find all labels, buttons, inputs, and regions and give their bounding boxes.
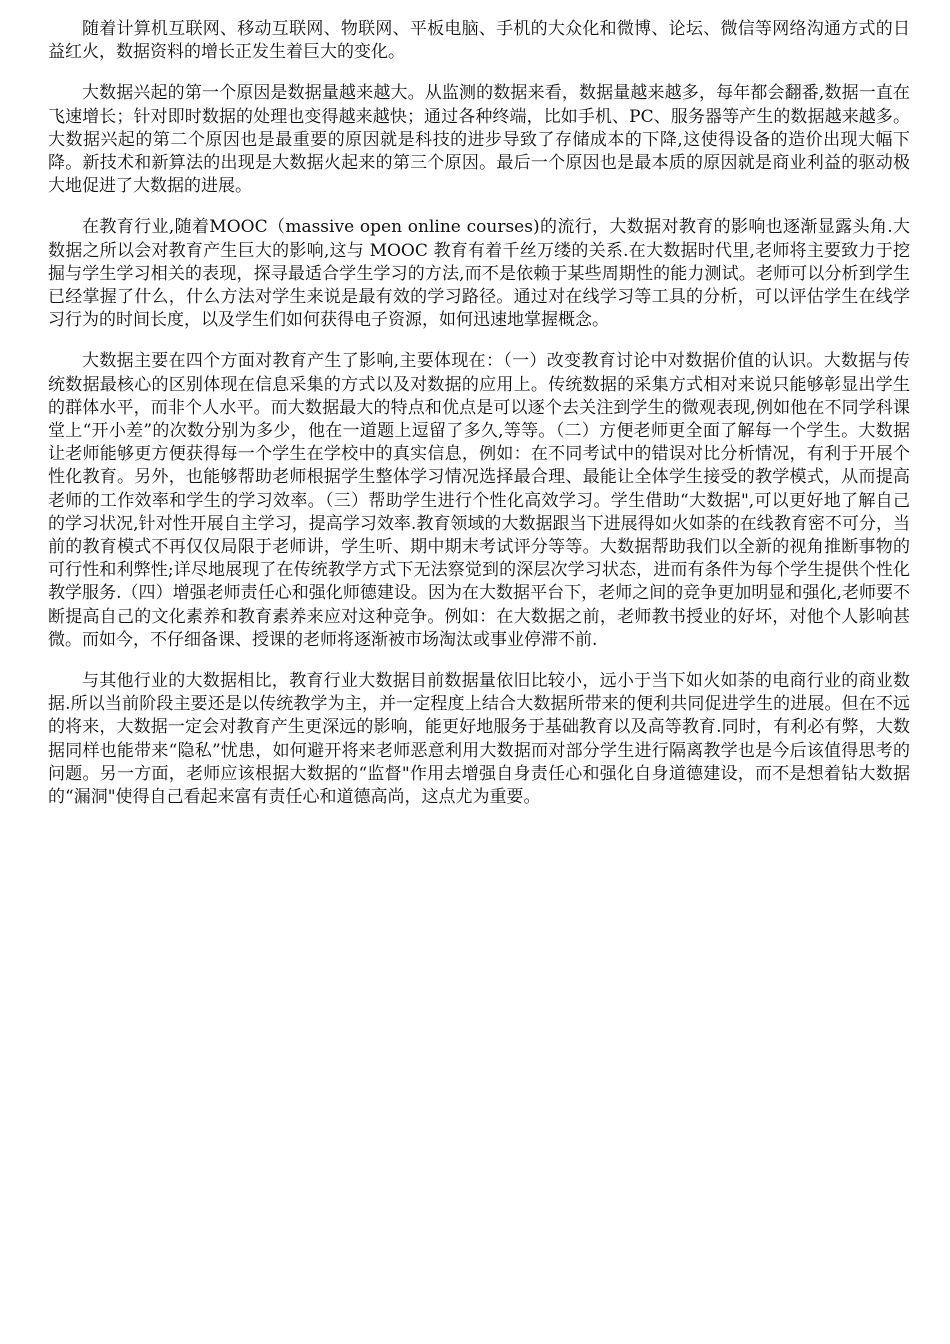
paragraph-four-impacts: 大数据主要在四个方面对教育产生了影响,主要体现在：（一）改变教育讨论中对数据价值的认识。大数据与传统数据最核心的区别体现在信息采集的方式以及对数据的应用上。传统数据的采集方式相对来说只能够彰显出学生的群体水平，而非个人水平。而大数据最大的特点和优点是可以逐个去关注到学生的微观表现,例如他在不同学科课堂上“开小差”的次数分别为多少，他在一道题上逗留了多久,等等。（二）方便老师更全面了解每一个学生。大数据让老师能够更方便获得每一个学生在学校中的真实信息，例如：在不同考试中的错误对比分析情况，有利于开展个性化教育。另外，也能够帮助老师根据学生整体学习情况选择最合理、最能让全体学生接受的教学模式，从而提高老师的工作效率和学生的学习效率。（三）帮助学生进行个性化高效学习。学生借助“大数据",可以更好地了解自己的学习状况,针对性开展自主学习，提高学习效率.教育领域的大数据跟当下进展得如火如荼的在线教育密不可分，当前的教育模式不再仅仅局限于老师讲，学生听、期中期末考试评分等等。大数据帮助我们以全新的视角推断事物的可行性和利弊性;详尽地展现了在传统教学方式下无法察觉到的深层次学习状态，进而有条件为每个学生提供个性化教学服务.（四）增强老师责任心和强化师德建设。因为在大数据平台下，老师之间的竞争更加明显和强化,老师要不断提高自己的文化素养和教育素养来应对这种竞争。例如：在大数据之前，老师教书授业的好坏，对他个人影响甚微。而如今，不仔细备课、授课的老师将逐渐被市场淘汰或事业停滞不前. <box>48 351 910 650</box>
paragraph-education-mooc: 在教育行业,随着MOOC（massive open online courses)的流行，大数据对教育的影响也逐渐显露头角.大数据之所以会对教育产生巨大的影响,这与 MOOC 教育有着千丝万缕的关系.在大数据时代里,老师将主要致力于挖掘与学生学习相关的表现，探寻最适合学生学习的方法,而不是依赖于某些周期性的能力测试。老师可以分析到学生已经掌握了什么，什么方法对学生来说是最有效的学习路径。通过对在线学习等工具的分析，可以评估学生在线学习行为的时间长度，以及学生们如何获得电子资源，如何迅速地掌握概念。 <box>48 217 910 331</box>
document-page <box>48 18 910 827</box>
paragraph-reasons: 大数据兴起的第一个原因是数据量越来越大。从监测的数据来看，数据量越来越多，每年都会翻番,数据一直在飞速增长；针对即时数据的处理也变得越来越快；通过各种终端，比如手机、PC、服务器等产生的数据越来越多。大数据兴起的第二个原因也是最重要的原因就是科技的进步导致了存储成本的下降,这使得设备的造价出现大幅下降。新技术和新算法的出现是大数据火起来的第三个原因。最后一个原因也是最本质的原因就是商业利益的驱动极大地促进了大数据的进展。 <box>48 83 910 197</box>
paragraph-intro: 随着计算机互联网、移动互联网、物联网、平板电脑、手机的大众化和微博、论坛、微信等网络沟通方式的日益红火，数据资料的增长正发生着巨大的变化。 <box>48 19 910 63</box>
paragraph-conclusion: 与其他行业的大数据相比，教育行业大数据目前数据量依旧比较小，远小于当下如火如荼的电商行业的商业数据.所以当前阶段主要还是以传统教学为主，并一定程度上结合大数据所带来的便利共同促进学生的进展。但在不远的将来，大数据一定会对教育产生更深远的影响，能更好地服务于基础教育以及高等教育.同时，有利必有弊，大数据同样也能带来“隐私”忧患，如何避开将来老师恶意利用大数据而对部分学生进行隔离教学也是今后该值得思考的问题。另一方面，老师应该根据大数据的“监督"作用去增强自身责任心和强化自身道德建设，而不是想着钻大数据的“漏洞"使得自己看起来富有责任心和道德高尚，这点尤为重要。 <box>48 671 910 808</box>
